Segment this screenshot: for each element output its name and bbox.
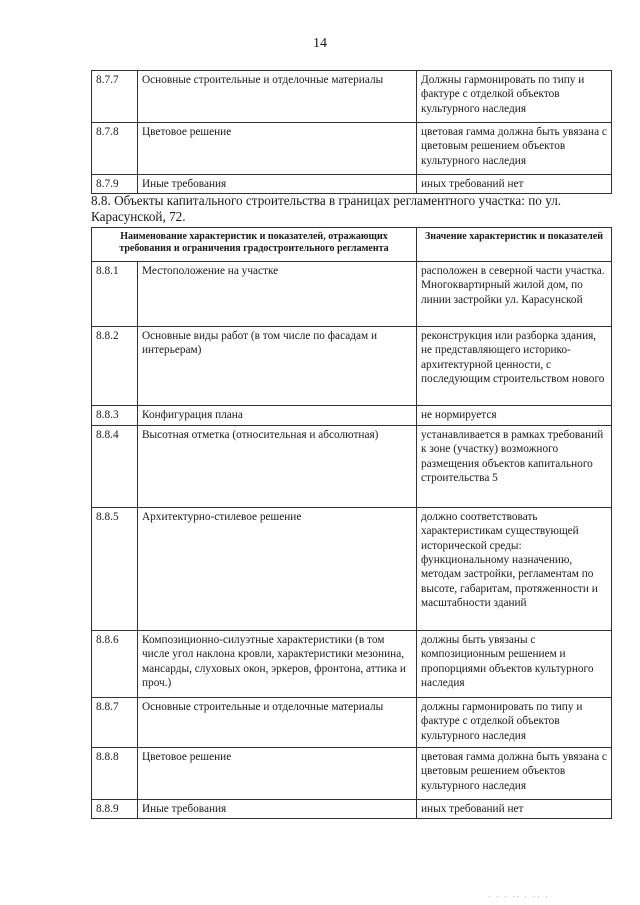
row-number: 8.8.6 [92,631,138,698]
characteristic-name: Цветовое решение [138,748,417,800]
characteristic-name: Композиционно-силуэтные характеристики (в том числе угол наклона кровли, характеристики мезонина, мансарды, слуховых окон, эркеров, фронтона, аттика и проч.) [138,631,417,698]
characteristic-value: устанавливается в рамках требований к зоне (участку) возможного размещения объектов капитального строительства 5 [417,426,612,508]
characteristic-value: должны гармонировать по типу и фактуре с отделкой объектов культурного наследия [417,698,612,748]
table-row [92,631,612,698]
characteristic-value: иных требований нет [417,800,612,819]
row-number: 8.7.9 [92,175,138,194]
row-number: 8.8.8 [92,748,138,800]
row-number: 8.8.3 [92,406,138,426]
requirements-table-8-8 [91,227,612,819]
column-header-name: Наименование характеристик и показателей, отражающих требования и ограничения градостроительного регламента [92,228,417,262]
characteristic-name: Иные требования [138,175,417,194]
characteristic-value: расположен в северной части участка. Многоквартирный жилой дом, по линии застройки ул. Карасунской [417,262,612,327]
table-row [92,406,612,426]
table-row [92,508,612,631]
section-heading: 8.8. Объекты капитального строительства в границах регламентного участка: по ул. Карасунской, 72. [91,193,562,224]
characteristic-value: Должны гармонировать по типу и фактуре с отделкой объектов культурного наследия [417,71,612,123]
characteristic-name: Архитектурно-стилевое решение [138,508,417,631]
table-row [92,175,612,194]
table-row [92,327,612,406]
requirements-table-8-7 [91,70,612,194]
scan-artifact: · · · ·· · ·· · [488,893,550,901]
table-row [92,262,612,327]
characteristic-name: Конфигурация плана [138,406,417,426]
characteristic-value: должно соответствовать характеристикам существующей исторической среды: функциональному назначению, методам застройки, регламентам по высоте, габаритам, протяженности и масштабности зданий [417,508,612,631]
characteristic-value: цветовая гамма должна быть увязана с цветовым решением объектов культурного наследия [417,123,612,175]
characteristic-value: не нормируется [417,406,612,426]
characteristic-name: Основные строительные и отделочные материалы [138,698,417,748]
table-row [92,123,612,175]
row-number: 8.8.7 [92,698,138,748]
table-row [92,71,612,123]
page-number: 14 [313,36,327,51]
table-row [92,800,612,819]
characteristic-name: Местоположение на участке [138,262,417,327]
table-row [92,426,612,508]
characteristic-name: Цветовое решение [138,123,417,175]
table-row [92,748,612,800]
row-number: 8.8.5 [92,508,138,631]
characteristic-name: Основные виды работ (в том числе по фасадам и интерьерам) [138,327,417,406]
row-number: 8.8.4 [92,426,138,508]
characteristic-value: реконструкция или разборка здания, не представляющего историко-архитектурной ценности, с последующим строительством нового [417,327,612,406]
characteristic-name: Основные строительные и отделочные материалы [138,71,417,123]
characteristic-value: цветовая гамма должна быть увязана с цветовым решением объектов культурного наследия [417,748,612,800]
table-header-row [92,228,612,262]
row-number: 8.7.7 [92,71,138,123]
characteristic-value: иных требований нет [417,175,612,194]
characteristic-name: Иные требования [138,800,417,819]
row-number: 8.8.2 [92,327,138,406]
row-number: 8.8.1 [92,262,138,327]
characteristic-value: должны быть увязаны с композиционным решением и пропорциями объектов культурного наследия [417,631,612,698]
row-number: 8.8.9 [92,800,138,819]
row-number: 8.7.8 [92,123,138,175]
column-header-value: Значение характеристик и показателей [417,228,612,262]
characteristic-name: Высотная отметка (относительная и абсолютная) [138,426,417,508]
table-row [92,698,612,748]
